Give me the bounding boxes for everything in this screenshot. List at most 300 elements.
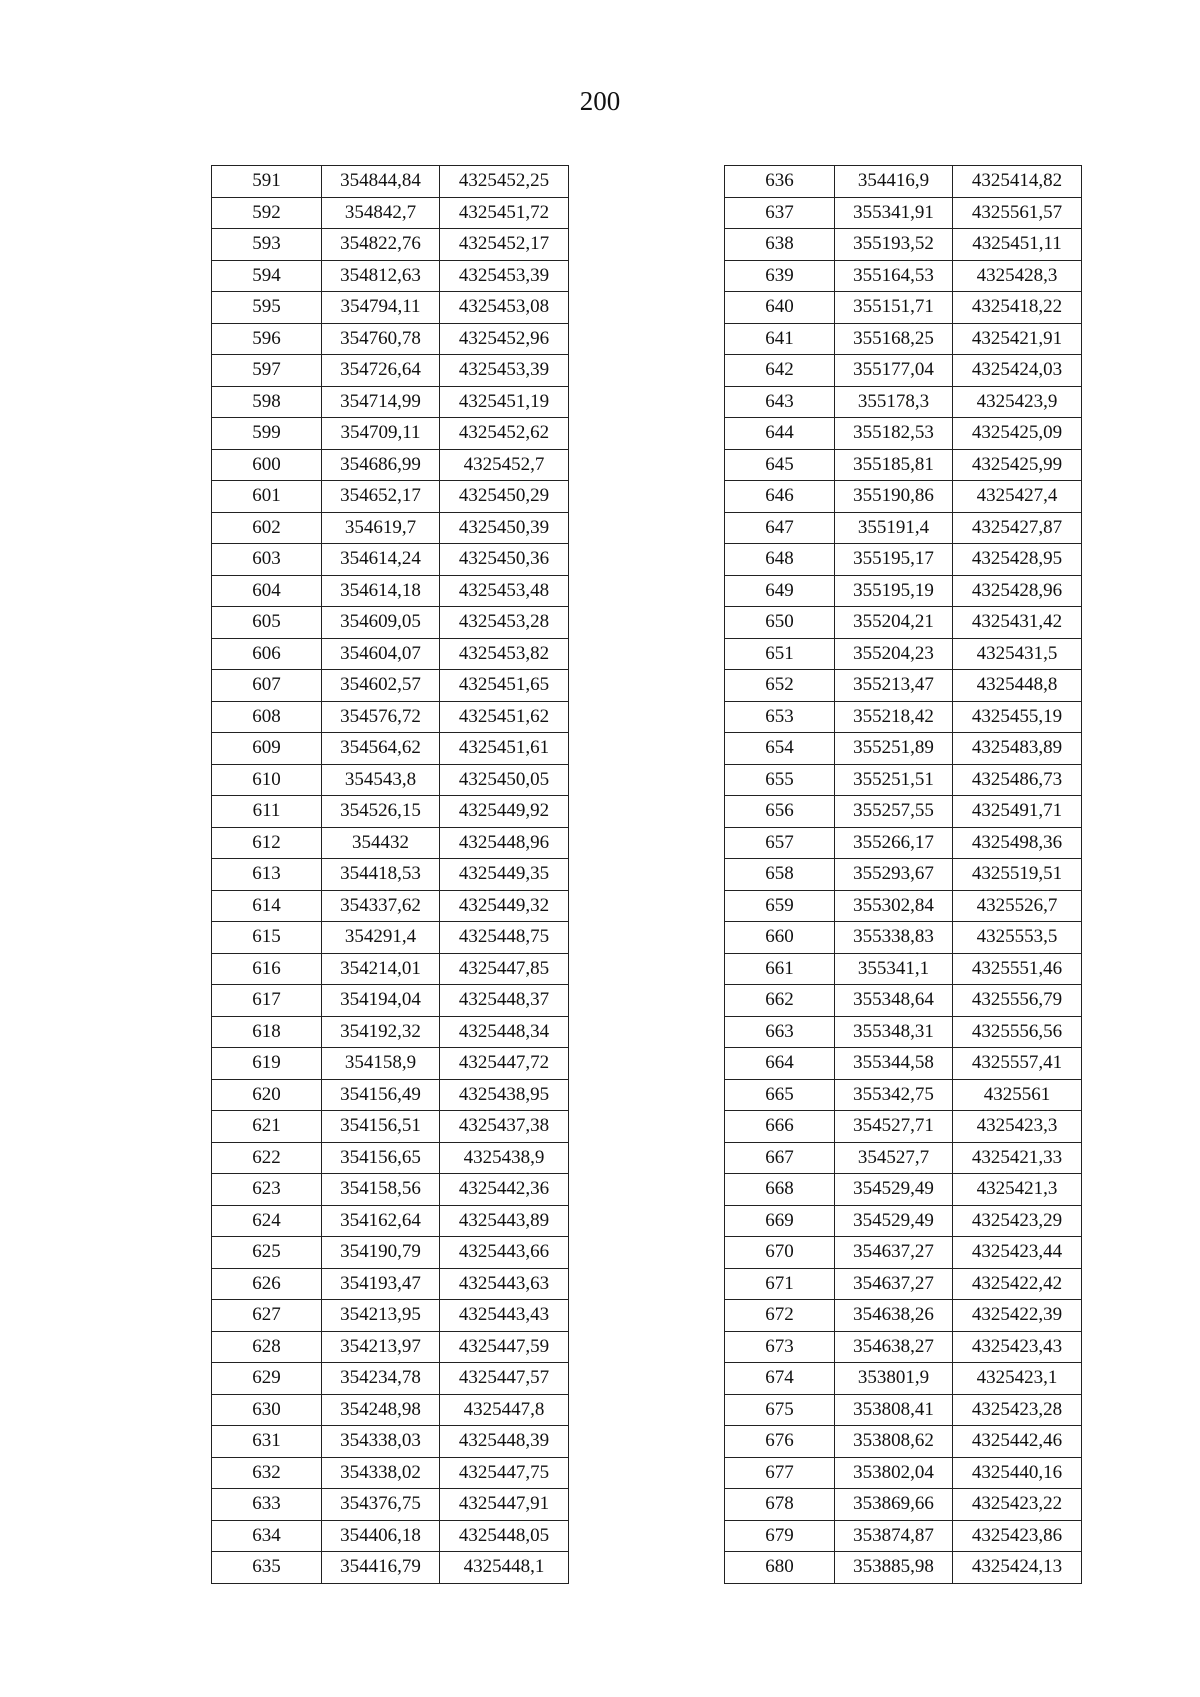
table-row: [212, 670, 569, 702]
point-number-cell: 601: [212, 481, 322, 513]
point-number-cell: 618: [212, 1016, 322, 1048]
point-number-cell: 678: [725, 1489, 835, 1521]
point-number-cell: 596: [212, 323, 322, 355]
point-number-cell: 667: [725, 1142, 835, 1174]
y-coordinate-cell: 4325447,57: [440, 1363, 569, 1395]
x-coordinate-cell: 354602,57: [322, 670, 440, 702]
point-number-cell: 666: [725, 1111, 835, 1143]
x-coordinate-cell: 354156,51: [322, 1111, 440, 1143]
point-number-cell: 656: [725, 796, 835, 828]
point-number-cell: 605: [212, 607, 322, 639]
x-coordinate-cell: 354844,84: [322, 166, 440, 198]
y-coordinate-cell: 4325453,28: [440, 607, 569, 639]
point-number-cell: 624: [212, 1205, 322, 1237]
x-coordinate-cell: 354190,79: [322, 1237, 440, 1269]
point-number-cell: 653: [725, 701, 835, 733]
y-coordinate-cell: 4325423,28: [953, 1394, 1082, 1426]
table-row: [725, 1142, 1082, 1174]
point-number-cell: 636: [725, 166, 835, 198]
table-row: [725, 449, 1082, 481]
x-coordinate-cell: 355168,25: [835, 323, 953, 355]
x-coordinate-cell: 354418,53: [322, 859, 440, 891]
x-coordinate-cell: 354760,78: [322, 323, 440, 355]
point-number-cell: 647: [725, 512, 835, 544]
x-coordinate-cell: 354709,11: [322, 418, 440, 450]
x-coordinate-cell: 353874,87: [835, 1520, 953, 1552]
y-coordinate-cell: 4325443,89: [440, 1205, 569, 1237]
table-row: [725, 1489, 1082, 1521]
x-coordinate-cell: 354714,99: [322, 386, 440, 418]
point-number-cell: 616: [212, 953, 322, 985]
y-coordinate-cell: 4325483,89: [953, 733, 1082, 765]
y-coordinate-cell: 4325423,44: [953, 1237, 1082, 1269]
y-coordinate-cell: 4325451,19: [440, 386, 569, 418]
y-coordinate-cell: 4325451,11: [953, 229, 1082, 261]
point-number-cell: 610: [212, 764, 322, 796]
y-coordinate-cell: 4325452,62: [440, 418, 569, 450]
x-coordinate-cell: 354637,27: [835, 1237, 953, 1269]
y-coordinate-cell: 4325447,8: [440, 1394, 569, 1426]
y-coordinate-cell: 4325422,39: [953, 1300, 1082, 1332]
y-coordinate-cell: 4325449,35: [440, 859, 569, 891]
x-coordinate-cell: 354158,56: [322, 1174, 440, 1206]
table-row: [212, 1174, 569, 1206]
coordinates-table-left: [211, 165, 569, 1584]
point-number-cell: 633: [212, 1489, 322, 1521]
y-coordinate-cell: 4325451,61: [440, 733, 569, 765]
point-number-cell: 661: [725, 953, 835, 985]
table-row: [725, 1111, 1082, 1143]
x-coordinate-cell: 354564,62: [322, 733, 440, 765]
y-coordinate-cell: 4325421,33: [953, 1142, 1082, 1174]
x-coordinate-cell: 354638,26: [835, 1300, 953, 1332]
y-coordinate-cell: 4325561,57: [953, 197, 1082, 229]
y-coordinate-cell: 4325438,95: [440, 1079, 569, 1111]
x-coordinate-cell: 354812,63: [322, 260, 440, 292]
table-row: [212, 1520, 569, 1552]
point-number-cell: 598: [212, 386, 322, 418]
x-coordinate-cell: 355218,42: [835, 701, 953, 733]
point-number-cell: 599: [212, 418, 322, 450]
x-coordinate-cell: 355191,4: [835, 512, 953, 544]
table-row: [212, 386, 569, 418]
table-row: [212, 1426, 569, 1458]
table-row: [212, 1552, 569, 1584]
table-row: [725, 796, 1082, 828]
table-row: [725, 197, 1082, 229]
y-coordinate-cell: 4325486,73: [953, 764, 1082, 796]
table-row: [725, 1457, 1082, 1489]
table-row: [725, 1016, 1082, 1048]
point-number-cell: 608: [212, 701, 322, 733]
x-coordinate-cell: 354576,72: [322, 701, 440, 733]
y-coordinate-cell: 4325443,63: [440, 1268, 569, 1300]
y-coordinate-cell: 4325414,82: [953, 166, 1082, 198]
table-row: [212, 1457, 569, 1489]
y-coordinate-cell: 4325452,96: [440, 323, 569, 355]
y-coordinate-cell: 4325423,86: [953, 1520, 1082, 1552]
table-row: [725, 481, 1082, 513]
y-coordinate-cell: 4325557,41: [953, 1048, 1082, 1080]
table-row: [212, 355, 569, 387]
point-number-cell: 602: [212, 512, 322, 544]
x-coordinate-cell: 354192,32: [322, 1016, 440, 1048]
x-coordinate-cell: 353869,66: [835, 1489, 953, 1521]
x-coordinate-cell: 354529,49: [835, 1174, 953, 1206]
point-number-cell: 665: [725, 1079, 835, 1111]
table-row: [212, 733, 569, 765]
x-coordinate-cell: 355185,81: [835, 449, 953, 481]
x-coordinate-cell: 354338,02: [322, 1457, 440, 1489]
point-number-cell: 671: [725, 1268, 835, 1300]
point-number-cell: 621: [212, 1111, 322, 1143]
point-number-cell: 630: [212, 1394, 322, 1426]
point-number-cell: 677: [725, 1457, 835, 1489]
y-coordinate-cell: 4325428,95: [953, 544, 1082, 576]
table-row: [212, 607, 569, 639]
point-number-cell: 641: [725, 323, 835, 355]
x-coordinate-cell: 355204,23: [835, 638, 953, 670]
table-row: [212, 1268, 569, 1300]
y-coordinate-cell: 4325526,7: [953, 890, 1082, 922]
y-coordinate-cell: 4325448,8: [953, 670, 1082, 702]
point-number-cell: 663: [725, 1016, 835, 1048]
y-coordinate-cell: 4325453,08: [440, 292, 569, 324]
x-coordinate-cell: 353802,04: [835, 1457, 953, 1489]
y-coordinate-cell: 4325428,3: [953, 260, 1082, 292]
table-row: [725, 229, 1082, 261]
x-coordinate-cell: 355182,53: [835, 418, 953, 450]
table-row: [725, 260, 1082, 292]
point-number-cell: 614: [212, 890, 322, 922]
table-row: [212, 638, 569, 670]
x-coordinate-cell: 354416,9: [835, 166, 953, 198]
table-row: [725, 544, 1082, 576]
x-coordinate-cell: 355293,67: [835, 859, 953, 891]
y-coordinate-cell: 4325447,72: [440, 1048, 569, 1080]
x-coordinate-cell: 354432: [322, 827, 440, 859]
x-coordinate-cell: 354291,4: [322, 922, 440, 954]
table-row: [212, 1142, 569, 1174]
point-number-cell: 679: [725, 1520, 835, 1552]
point-number-cell: 591: [212, 166, 322, 198]
y-coordinate-cell: 4325424,13: [953, 1552, 1082, 1584]
y-coordinate-cell: 4325556,79: [953, 985, 1082, 1017]
x-coordinate-cell: 355193,52: [835, 229, 953, 261]
x-coordinate-cell: 355342,75: [835, 1079, 953, 1111]
table-row: [725, 575, 1082, 607]
y-coordinate-cell: 4325447,59: [440, 1331, 569, 1363]
x-coordinate-cell: 354337,62: [322, 890, 440, 922]
y-coordinate-cell: 4325421,3: [953, 1174, 1082, 1206]
point-number-cell: 607: [212, 670, 322, 702]
x-coordinate-cell: 354527,71: [835, 1111, 953, 1143]
table-row: [725, 953, 1082, 985]
y-coordinate-cell: 4325452,7: [440, 449, 569, 481]
point-number-cell: 664: [725, 1048, 835, 1080]
x-coordinate-cell: 355204,21: [835, 607, 953, 639]
x-coordinate-cell: 355151,71: [835, 292, 953, 324]
y-coordinate-cell: 4325442,36: [440, 1174, 569, 1206]
table-row: [725, 670, 1082, 702]
x-coordinate-cell: 354794,11: [322, 292, 440, 324]
coordinates-table-right: [724, 165, 1082, 1584]
y-coordinate-cell: 4325449,32: [440, 890, 569, 922]
point-number-cell: 657: [725, 827, 835, 859]
y-coordinate-cell: 4325423,43: [953, 1331, 1082, 1363]
table-row: [725, 922, 1082, 954]
point-number-cell: 611: [212, 796, 322, 828]
y-coordinate-cell: 4325455,19: [953, 701, 1082, 733]
x-coordinate-cell: 354619,7: [322, 512, 440, 544]
x-coordinate-cell: 353808,62: [835, 1426, 953, 1458]
point-number-cell: 655: [725, 764, 835, 796]
point-number-cell: 629: [212, 1363, 322, 1395]
point-number-cell: 615: [212, 922, 322, 954]
point-number-cell: 626: [212, 1268, 322, 1300]
x-coordinate-cell: 354214,01: [322, 953, 440, 985]
y-coordinate-cell: 4325437,38: [440, 1111, 569, 1143]
y-coordinate-cell: 4325431,5: [953, 638, 1082, 670]
x-coordinate-cell: 354193,47: [322, 1268, 440, 1300]
y-coordinate-cell: 4325453,39: [440, 260, 569, 292]
y-coordinate-cell: 4325449,92: [440, 796, 569, 828]
y-coordinate-cell: 4325561: [953, 1079, 1082, 1111]
table-row: [725, 1552, 1082, 1584]
table-row: [725, 985, 1082, 1017]
x-coordinate-cell: 354156,65: [322, 1142, 440, 1174]
table-row: [725, 1426, 1082, 1458]
x-coordinate-cell: 355348,64: [835, 985, 953, 1017]
point-number-cell: 649: [725, 575, 835, 607]
x-coordinate-cell: 355341,91: [835, 197, 953, 229]
table-row: [212, 229, 569, 261]
point-number-cell: 646: [725, 481, 835, 513]
page-number: 200: [579, 86, 621, 116]
point-number-cell: 639: [725, 260, 835, 292]
table-row: [212, 953, 569, 985]
table-row: [212, 701, 569, 733]
table-row: [725, 1268, 1082, 1300]
y-coordinate-cell: 4325453,48: [440, 575, 569, 607]
y-coordinate-cell: 4325448,37: [440, 985, 569, 1017]
x-coordinate-cell: 355344,58: [835, 1048, 953, 1080]
point-number-cell: 622: [212, 1142, 322, 1174]
y-coordinate-cell: 4325450,29: [440, 481, 569, 513]
y-coordinate-cell: 4325423,1: [953, 1363, 1082, 1395]
x-coordinate-cell: 354416,79: [322, 1552, 440, 1584]
table-row: [212, 481, 569, 513]
x-coordinate-cell: 353801,9: [835, 1363, 953, 1395]
table-row: [725, 355, 1082, 387]
table-row: [725, 386, 1082, 418]
point-number-cell: 672: [725, 1300, 835, 1332]
table-row: [212, 418, 569, 450]
x-coordinate-cell: 354162,64: [322, 1205, 440, 1237]
table-row: [725, 1048, 1082, 1080]
table-row: [212, 1237, 569, 1269]
x-coordinate-cell: 354248,98: [322, 1394, 440, 1426]
y-coordinate-cell: 4325450,36: [440, 544, 569, 576]
point-number-cell: 635: [212, 1552, 322, 1584]
table-row: [725, 1300, 1082, 1332]
table-row: [212, 827, 569, 859]
table-row: [212, 922, 569, 954]
y-coordinate-cell: 4325453,82: [440, 638, 569, 670]
y-coordinate-cell: 4325442,46: [953, 1426, 1082, 1458]
table-row: [725, 1174, 1082, 1206]
x-coordinate-cell: 354609,05: [322, 607, 440, 639]
x-coordinate-cell: 354213,95: [322, 1300, 440, 1332]
x-coordinate-cell: 354376,75: [322, 1489, 440, 1521]
y-coordinate-cell: 4325452,17: [440, 229, 569, 261]
point-number-cell: 640: [725, 292, 835, 324]
point-number-cell: 645: [725, 449, 835, 481]
y-coordinate-cell: 4325447,91: [440, 1489, 569, 1521]
x-coordinate-cell: 355251,51: [835, 764, 953, 796]
x-coordinate-cell: 355338,83: [835, 922, 953, 954]
table-row: [212, 575, 569, 607]
point-number-cell: 625: [212, 1237, 322, 1269]
point-number-cell: 606: [212, 638, 322, 670]
point-number-cell: 658: [725, 859, 835, 891]
y-coordinate-cell: 4325443,66: [440, 1237, 569, 1269]
point-number-cell: 670: [725, 1237, 835, 1269]
table-row: [725, 1205, 1082, 1237]
table-row: [725, 323, 1082, 355]
table-row: [212, 1048, 569, 1080]
x-coordinate-cell: 354614,24: [322, 544, 440, 576]
y-coordinate-cell: 4325438,9: [440, 1142, 569, 1174]
table-row: [725, 859, 1082, 891]
x-coordinate-cell: 354638,27: [835, 1331, 953, 1363]
y-coordinate-cell: 4325423,29: [953, 1205, 1082, 1237]
x-coordinate-cell: 354614,18: [322, 575, 440, 607]
point-number-cell: 659: [725, 890, 835, 922]
x-coordinate-cell: 354156,49: [322, 1079, 440, 1111]
x-coordinate-cell: 355266,17: [835, 827, 953, 859]
table-row: [725, 764, 1082, 796]
table-body: [212, 166, 569, 1584]
x-coordinate-cell: 354822,76: [322, 229, 440, 261]
point-number-cell: 604: [212, 575, 322, 607]
point-number-cell: 631: [212, 1426, 322, 1458]
y-coordinate-cell: 4325453,39: [440, 355, 569, 387]
y-coordinate-cell: 4325450,05: [440, 764, 569, 796]
x-coordinate-cell: 354234,78: [322, 1363, 440, 1395]
point-number-cell: 673: [725, 1331, 835, 1363]
point-number-cell: 642: [725, 355, 835, 387]
y-coordinate-cell: 4325423,9: [953, 386, 1082, 418]
x-coordinate-cell: 354652,17: [322, 481, 440, 513]
point-number-cell: 674: [725, 1363, 835, 1395]
y-coordinate-cell: 4325425,99: [953, 449, 1082, 481]
table-row: [725, 1331, 1082, 1363]
table-row: [725, 638, 1082, 670]
table-row: [725, 512, 1082, 544]
y-coordinate-cell: 4325424,03: [953, 355, 1082, 387]
table-row: [212, 1111, 569, 1143]
x-coordinate-cell: 354158,9: [322, 1048, 440, 1080]
point-number-cell: 620: [212, 1079, 322, 1111]
table-row: [212, 985, 569, 1017]
x-coordinate-cell: 355213,47: [835, 670, 953, 702]
x-coordinate-cell: 354194,04: [322, 985, 440, 1017]
point-number-cell: 634: [212, 1520, 322, 1552]
point-number-cell: 592: [212, 197, 322, 229]
table-row: [212, 197, 569, 229]
point-number-cell: 638: [725, 229, 835, 261]
table-row: [212, 890, 569, 922]
table-row: [212, 1331, 569, 1363]
y-coordinate-cell: 4325427,4: [953, 481, 1082, 513]
y-coordinate-cell: 4325553,5: [953, 922, 1082, 954]
x-coordinate-cell: 355178,3: [835, 386, 953, 418]
point-number-cell: 675: [725, 1394, 835, 1426]
point-number-cell: 609: [212, 733, 322, 765]
table-body: [725, 166, 1082, 1584]
table-row: [725, 1394, 1082, 1426]
table-row: [725, 1237, 1082, 1269]
y-coordinate-cell: 4325451,65: [440, 670, 569, 702]
y-coordinate-cell: 4325451,62: [440, 701, 569, 733]
point-number-cell: 597: [212, 355, 322, 387]
table-row: [212, 1205, 569, 1237]
point-number-cell: 603: [212, 544, 322, 576]
y-coordinate-cell: 4325491,71: [953, 796, 1082, 828]
y-coordinate-cell: 4325451,72: [440, 197, 569, 229]
table-row: [725, 827, 1082, 859]
table-row: [725, 166, 1082, 198]
table-row: [212, 859, 569, 891]
table-row: [725, 890, 1082, 922]
y-coordinate-cell: 4325448,39: [440, 1426, 569, 1458]
x-coordinate-cell: 354604,07: [322, 638, 440, 670]
x-coordinate-cell: 354338,03: [322, 1426, 440, 1458]
x-coordinate-cell: 354527,7: [835, 1142, 953, 1174]
x-coordinate-cell: 353808,41: [835, 1394, 953, 1426]
x-coordinate-cell: 354686,99: [322, 449, 440, 481]
y-coordinate-cell: 4325447,75: [440, 1457, 569, 1489]
x-coordinate-cell: 354842,7: [322, 197, 440, 229]
x-coordinate-cell: 354213,97: [322, 1331, 440, 1363]
point-number-cell: 600: [212, 449, 322, 481]
x-coordinate-cell: 355341,1: [835, 953, 953, 985]
point-number-cell: 632: [212, 1457, 322, 1489]
y-coordinate-cell: 4325425,09: [953, 418, 1082, 450]
point-number-cell: 660: [725, 922, 835, 954]
y-coordinate-cell: 4325423,3: [953, 1111, 1082, 1143]
y-coordinate-cell: 4325448,75: [440, 922, 569, 954]
point-number-cell: 637: [725, 197, 835, 229]
point-number-cell: 669: [725, 1205, 835, 1237]
point-number-cell: 627: [212, 1300, 322, 1332]
point-number-cell: 623: [212, 1174, 322, 1206]
x-coordinate-cell: 355190,86: [835, 481, 953, 513]
x-coordinate-cell: 355195,19: [835, 575, 953, 607]
y-coordinate-cell: 4325422,42: [953, 1268, 1082, 1300]
point-number-cell: 643: [725, 386, 835, 418]
x-coordinate-cell: 353885,98: [835, 1552, 953, 1584]
x-coordinate-cell: 355195,17: [835, 544, 953, 576]
y-coordinate-cell: 4325452,25: [440, 166, 569, 198]
point-number-cell: 612: [212, 827, 322, 859]
point-number-cell: 652: [725, 670, 835, 702]
table-row: [725, 1363, 1082, 1395]
table-row: [212, 1394, 569, 1426]
x-coordinate-cell: 354526,15: [322, 796, 440, 828]
table-row: [725, 292, 1082, 324]
